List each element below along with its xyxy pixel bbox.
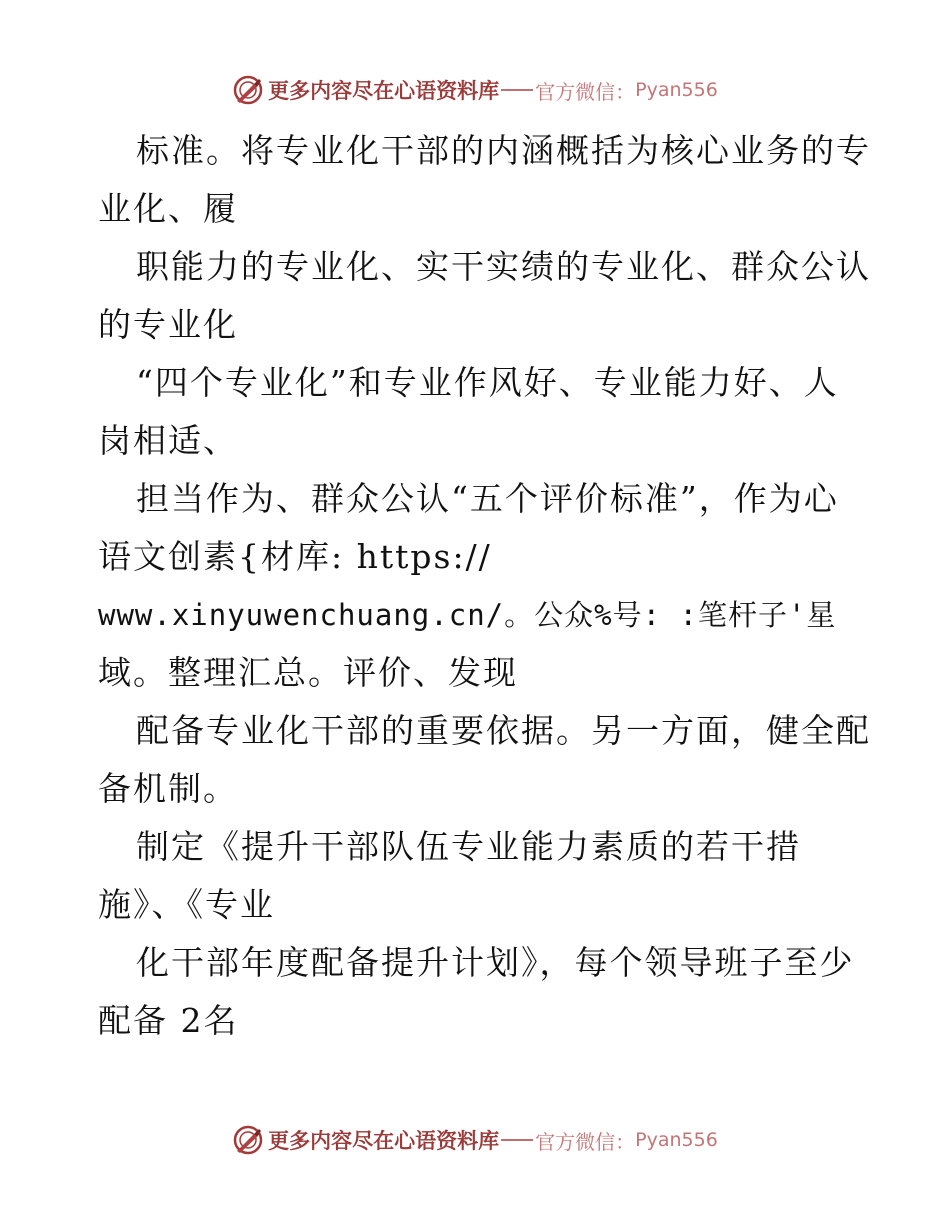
- text-line: “四个专业化”和专业作风好、专业能力好、人: [136, 363, 839, 402]
- banner-text: 更多内容尽在心语资料库: [268, 78, 500, 103]
- text-line: 语文创素{材库: https://: [98, 537, 492, 576]
- text-line: 配备专业化干部的重要依据。另一方面，健全配: [136, 711, 871, 750]
- pen-logo-icon: [232, 74, 264, 106]
- text-line: 担当作为、群众公认“五个评价标准”，作为心: [136, 479, 839, 518]
- text-line: 配备 2名: [98, 1001, 239, 1040]
- text-line: 职能力的专业化、实干实绩的专业化、群众公认: [136, 247, 871, 286]
- pen-logo-icon: [232, 1124, 264, 1156]
- wechat-id: Pyan556: [635, 1129, 718, 1151]
- wechat-id: Pyan556: [635, 79, 718, 101]
- text-line: 的专业化: [98, 305, 238, 344]
- document-body: [98, 122, 871, 1050]
- text-line: 标准。将专业化干部的内涵概括为核心业务的专: [136, 131, 871, 170]
- footer-banner: [0, 1120, 950, 1160]
- text-line: 化干部年度配备提升计划》，每个领导班子至少: [136, 943, 855, 982]
- text-line: 备机制。: [98, 769, 238, 808]
- text-line: 制定《提升干部队伍专业能力素质的若干措: [136, 827, 801, 866]
- header-banner: [0, 70, 950, 110]
- banner-text: 更多内容尽在心语资料库: [268, 1128, 500, 1153]
- text-line: 业化、履: [98, 189, 238, 228]
- banner-dash: [501, 1139, 533, 1141]
- wechat-label: 官方微信：: [535, 1129, 636, 1154]
- banner-dash: [501, 89, 533, 91]
- text-line: 域。整理汇总。评价、发现: [98, 653, 518, 692]
- text-line: 施》、《专业: [98, 885, 275, 924]
- text-line: 岗相适、: [98, 421, 238, 460]
- wechat-label: 官方微信：: [535, 79, 636, 104]
- text-line: www.xinyuwenchuang.cn/。公众%号: :笔杆子'星: [98, 598, 837, 632]
